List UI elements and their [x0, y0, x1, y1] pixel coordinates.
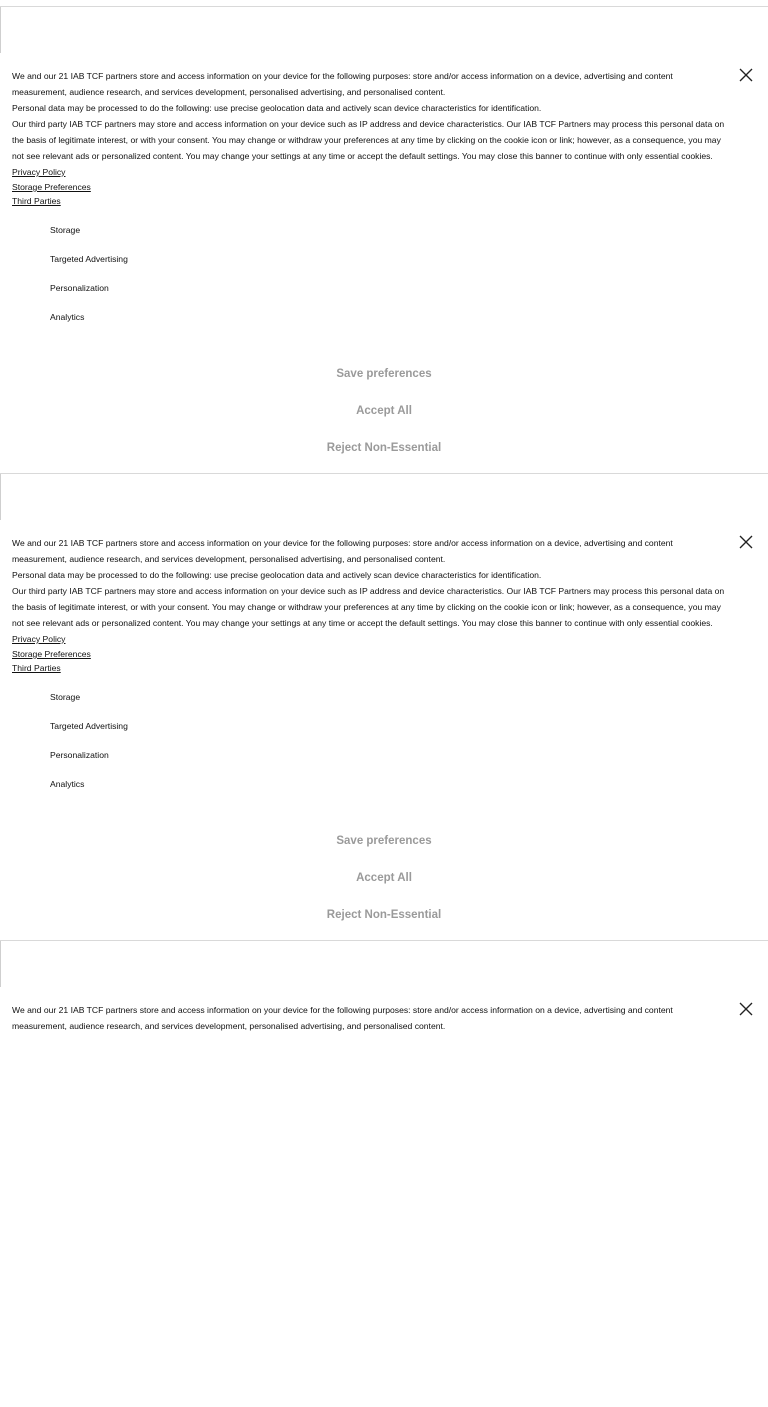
- consent-text: [12, 535, 727, 675]
- consent-paragraph-partners-text: Our third party IAB TCF partners may store and access information on your device such as IP address and device characteristics. Our IAB TCF Partners may process this personal data on the basis of legitimate interest, or with your consent. You may change or withdraw your preferences at any time by clicking on the cookie icon or link; however, as a consequence, you may not see relevant ads or personalized content. You may change your settings at any time or accept the default settings. You may close this banner to continue with only essential cookies.: [12, 586, 725, 628]
- privacy-policy-link[interactable]: Privacy Policy: [12, 634, 66, 644]
- cookie-banner: [0, 940, 768, 1407]
- category-list: [50, 689, 128, 805]
- cookie-banner: [0, 473, 768, 940]
- consent-paragraph-processing: Personal data may be processed to do the following: use precise geolocation data and actively scan device characteristics for identification.: [12, 570, 542, 580]
- banner-edge: [0, 474, 1, 520]
- storage-preferences-link[interactable]: Storage Preferences: [12, 182, 91, 192]
- privacy-policy-link[interactable]: Privacy Policy: [12, 167, 66, 177]
- accept-all-button[interactable]: Accept All: [356, 859, 412, 896]
- third-parties-link[interactable]: Third Parties: [12, 196, 61, 206]
- cookie-banner: [0, 6, 768, 473]
- category-personalization[interactable]: Personalization: [50, 283, 109, 293]
- close-button[interactable]: [738, 1001, 754, 1017]
- save-preferences-button[interactable]: Save preferences: [336, 355, 431, 392]
- close-button[interactable]: [738, 67, 754, 83]
- category-storage[interactable]: Storage: [50, 692, 81, 702]
- close-button[interactable]: [738, 534, 754, 550]
- consent-paragraph-partners: [12, 583, 727, 647]
- close-icon: [738, 67, 754, 83]
- reject-non-essential-button[interactable]: Reject Non-Essential: [327, 896, 441, 933]
- category-analytics[interactable]: Analytics: [50, 779, 85, 789]
- banner-edge: [0, 7, 1, 53]
- consent-text: [12, 1002, 727, 1034]
- category-analytics[interactable]: Analytics: [50, 312, 85, 322]
- consent-paragraph-purposes: We and our 21 IAB TCF partners store and access information on your device for the following purposes: store and/or access information on a device, advertising and content measurement, audience research, and services development, personalised advertising, and personalised content.: [12, 538, 673, 564]
- consent-text: [12, 68, 727, 208]
- category-targeted-advertising[interactable]: Targeted Advertising: [50, 721, 128, 731]
- third-parties-link[interactable]: Third Parties: [12, 663, 61, 673]
- close-icon: [738, 1001, 754, 1017]
- consent-paragraph-purposes: We and our 21 IAB TCF partners store and access information on your device for the following purposes: store and/or access information on a device, advertising and content measurement, audience research, and services development, personalised advertising, and personalised content.: [12, 71, 673, 97]
- banner-edge: [0, 941, 1, 987]
- close-icon: [738, 534, 754, 550]
- consent-paragraph-processing: Personal data may be processed to do the following: use precise geolocation data and actively scan device characteristics for identification.: [12, 103, 542, 113]
- consent-paragraph-partners-text: Our third party IAB TCF partners may store and access information on your device such as IP address and device characteristics. Our IAB TCF Partners may process this personal data on the basis of legitimate interest, or with your consent. You may change or withdraw your preferences at any time by clicking on the cookie icon or link; however, as a consequence, you may not see relevant ads or personalized content. You may change your settings at any time or accept the default settings. You may close this banner to continue with only essential cookies.: [12, 119, 725, 161]
- category-list: [50, 222, 128, 338]
- banner-actions: [0, 355, 768, 466]
- accept-all-button[interactable]: Accept All: [356, 392, 412, 429]
- save-preferences-button[interactable]: Save preferences: [336, 822, 431, 859]
- banner-actions: [0, 822, 768, 933]
- category-personalization[interactable]: Personalization: [50, 750, 109, 760]
- consent-paragraph-purposes: We and our 21 IAB TCF partners store and access information on your device for the following purposes: store and/or access information on a device, advertising and content measurement, audience research, and services development, personalised advertising, and personalised content.: [12, 1005, 673, 1031]
- category-storage[interactable]: Storage: [50, 225, 81, 235]
- storage-preferences-link[interactable]: Storage Preferences: [12, 649, 91, 659]
- category-targeted-advertising[interactable]: Targeted Advertising: [50, 254, 128, 264]
- consent-paragraph-partners: [12, 116, 727, 180]
- reject-non-essential-button[interactable]: Reject Non-Essential: [327, 429, 441, 466]
